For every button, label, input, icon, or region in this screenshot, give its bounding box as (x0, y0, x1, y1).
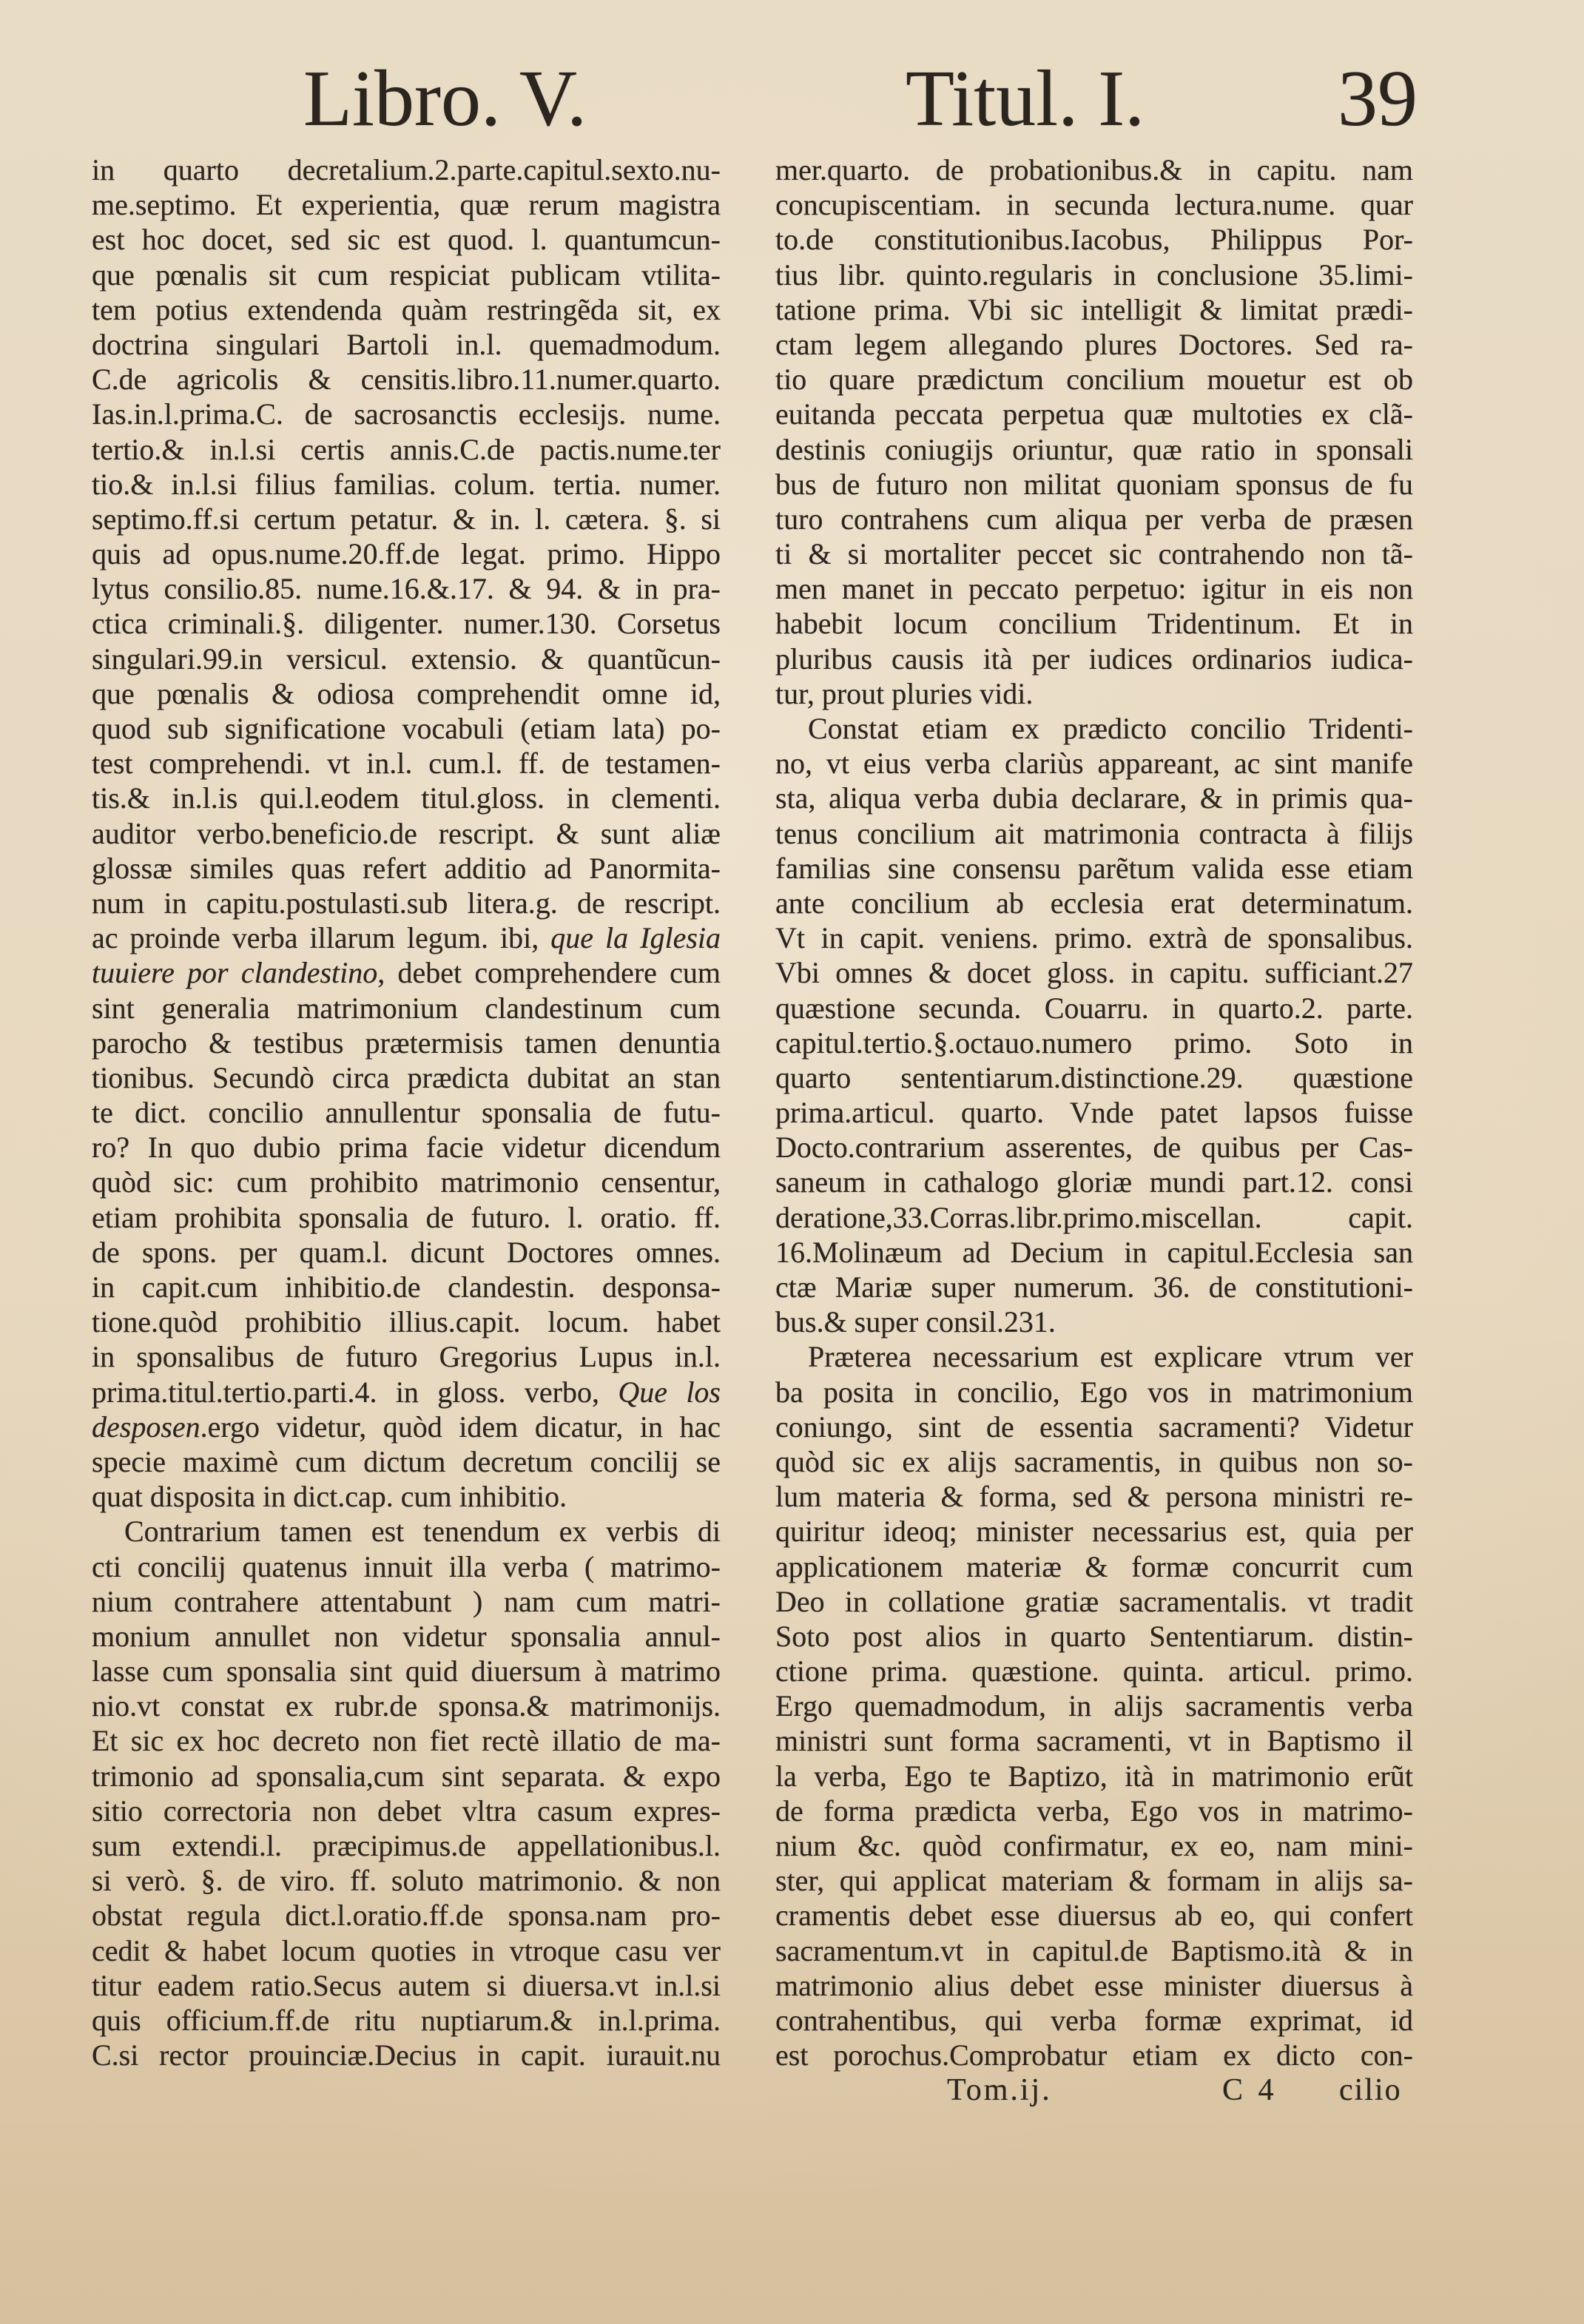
text-line: in capit.cum inhibitio.de clandestin. desponsa- (92, 1270, 721, 1304)
roman-run: prima.titul.tertio.parti.4. in gloss. verbo, (92, 1375, 619, 1409)
text-line: ctam legem allegando plures Doctores. Sed ra- (775, 327, 1413, 361)
text-line: Ergo quemadmodum, in alijs sacramentis verba (775, 1689, 1413, 1723)
text-line: tis.& in.l.is qui.l.eodem titul.gloss. in clementi. (92, 781, 721, 815)
text-line: mer.quarto. de probationibus.& in capitu. nam (775, 153, 1413, 186)
text-line: etiam prohibita sponsalia de futuro. l. oratio. ff. (92, 1200, 721, 1234)
footer-volume: Tom.ij. (947, 2073, 1052, 2107)
text-line: si verò. §. de viro. ff. soluto matrimonio. & non (92, 1864, 721, 1898)
text-line: capitul.tertio.§.octauo.numero primo. Soto in (775, 1025, 1413, 1060)
text-line: ro? In quo dubio prima facie videtur dicendum (92, 1131, 721, 1165)
text-line: auditor verbo.beneficio.de rescript. & sunt aliæ (92, 816, 721, 850)
text-line: specie maximè cum dictum decretum concilij se (92, 1444, 721, 1478)
text-line: Soto post alios in quarto Sententiarum. distin- (775, 1619, 1413, 1653)
catchword: cilio (1339, 2073, 1402, 2107)
text-line: tionibus. Secundò circa prædicta dubitat an stan (92, 1060, 721, 1094)
text-line: Vt in capit. veniens. primo. extrà de sponsalibus. (775, 921, 1413, 955)
text-line: no, vt eius verba clariùs appareant, ac sint manife (775, 747, 1413, 781)
text-line: est porochus.Comprobatur etiam ex dicto con- (775, 2038, 1413, 2072)
text-line: Et sic ex hoc decreto non fiet rectè illatio de ma- (92, 1724, 721, 1758)
text-line: me.septimo. Et experientia, quæ rerum magistra (92, 188, 721, 222)
text-line: tius libr. quinto.regularis in conclusione 35.limi- (775, 257, 1413, 292)
text-line (92, 1375, 721, 1409)
text-line: que pœnalis & odiosa comprehendit omne id, (92, 676, 721, 710)
text-line: in quarto decretalium.2.parte.capitul.sexto.nu- (92, 153, 721, 186)
text-line: est hoc docet, sed sic est quod. l. quantumcun- (92, 223, 721, 257)
text-line: monium annullet non videtur sponsalia annul- (92, 1619, 721, 1653)
italic-run: Que los (618, 1375, 721, 1409)
text-line: pluribus causis ità per iudices ordinarios iudica- (775, 641, 1413, 676)
text-line: doctrina singulari Bartoli in.l. quemadmodum. (92, 327, 721, 361)
text-line (92, 920, 721, 955)
text-line: contrahentibus, qui verba formæ exprimat, id (775, 2003, 1413, 2037)
text-line: to.de constitutionibus.Iacobus, Philippus Por- (775, 223, 1413, 257)
text-line: quiritur ideoq; minister necessarius est, quia per (775, 1515, 1413, 1549)
page-number: 39 (1338, 55, 1418, 143)
roman-run: .ergo videtur, quòd idem dicatur, in hac (200, 1409, 721, 1444)
text-line: sum extendi.l. præcipimus.de appellationibus.l. (92, 1829, 721, 1862)
text-line: in sponsalibus de futuro Gregorius Lupus in.l. (92, 1340, 721, 1374)
text-line (92, 1409, 721, 1444)
text-line: saneum in cathalogo gloriæ mundi part.12. consi (775, 1165, 1413, 1199)
text-line: parocho & testibus prætermisis tamen denuntia (92, 1025, 721, 1060)
text-line: quod sub significatione vocabuli (etiam lata) po- (92, 712, 721, 745)
running-head-title: Titul. I. (906, 55, 1145, 143)
left-text-column (92, 152, 721, 2072)
text-line: habebit locum concilium Tridentinum. Et in (775, 607, 1413, 641)
text-line: cramentis debet esse diuersus ab eo, qui confert (775, 1899, 1413, 1933)
text-line: ster, qui applicat materiam & formam in alijs sa- (775, 1864, 1413, 1898)
roman-run: ac proinde verba illarum legum. ibi, (92, 921, 551, 955)
text-line: Deo in collatione gratiæ sacramentalis. vt tradit (775, 1584, 1413, 1618)
text-line: test comprehendi. vt in.l. cum.l. ff. de testamen- (92, 747, 721, 781)
text-line: ctæ Mariæ super numerum. 36. de constitutioni- (775, 1270, 1413, 1304)
text-line: te dict. concilio annullentur sponsalia de futu- (92, 1096, 721, 1130)
text-line: Ias.in.l.prima.C. de sacrosanctis ecclesijs. nume. (92, 397, 721, 431)
paragraph-end-line: quat disposita in dict.cap. cum inhibitio. (92, 1480, 567, 1514)
text-line: cedit & habet locum quoties in vtroque casu ver (92, 1933, 721, 1967)
text-line: tertio.& in.l.si certis annis.C.de pactis.nume.ter (92, 432, 721, 466)
text-line: coniungo, sint de essentia sacramenti? Videtur (775, 1409, 1413, 1444)
roman-run: , debet comprehendere cum (377, 956, 721, 990)
right-text-column (775, 152, 1413, 2072)
text-line: obstat regula dict.l.oratio.ff.de sponsa.nam pro- (92, 1899, 721, 1933)
text-line: nio.vt constat ex rubr.de sponsa.& matrimonijs. (92, 1689, 721, 1723)
text-line: quis officium.ff.de ritu nuptiarum.& in.l.prima. (92, 2003, 721, 2037)
text-line (92, 955, 721, 990)
text-line: Docto.contrarium asserentes, de quibus per Cas- (775, 1131, 1413, 1165)
text-line: tio.& in.l.si filius familias. colum. tertia. numer. (92, 467, 721, 501)
text-line: ti & si mortaliter peccet sic contrahendo non tã- (775, 537, 1413, 571)
text-line: sacramentum.vt in capitul.de Baptismo.ità & in (775, 1933, 1413, 1967)
paragraph-end-line: bus.& super consil.231. (775, 1305, 1056, 1339)
text-line: num in capitu.postulasti.sub litera.g. de rescript. (92, 886, 721, 920)
italic-run: tuuiere por clandestino (92, 956, 378, 990)
text-line: sta, aliqua verba dubia declarare, & in primis qua- (775, 781, 1413, 815)
paragraph-start-line: Contrarium tamen est tenendum ex verbis di (124, 1515, 721, 1549)
text-line: men manet in peccato perpetuo: igitur in eis non (775, 572, 1413, 606)
text-line: de forma prædicta verba, Ego vos in matrimo- (775, 1793, 1413, 1828)
text-line: matrimonio alius debet esse minister diuersus à (775, 1968, 1413, 2002)
text-line: singulari.99.in versicul. extensio. & quantũcun- (92, 641, 721, 676)
text-line: Vbi omnes & docet gloss. in capitu. sufficiant.27 (775, 956, 1413, 990)
text-line: septimo.ff.si certum petatur. & in. l. cætera. §. si (92, 502, 721, 536)
text-line: titur eadem ratio.Secus autem si diuersa.vt in.l.si (92, 1968, 721, 2002)
text-line: deratione,33.Corras.libr.primo.miscellan. capit. (775, 1200, 1413, 1234)
text-line: turo contrahens cum aliqua per verba de præsen (775, 502, 1413, 536)
text-line: C.si rector prouinciæ.Decius in capit. iurauit.nu (92, 2038, 721, 2072)
text-line: bus de futuro non militat quoniam sponsus de fu (775, 467, 1413, 501)
text-line: tione.quòd prohibitio illius.capit. locum. habet (92, 1305, 721, 1339)
text-line: quòd sic ex alijs sacramentis, in quibus non so- (775, 1444, 1413, 1478)
text-line: trimonio ad sponsalia,cum sint separata. & expo (92, 1759, 721, 1793)
paragraph-start-line: Præterea necessarium est explicare vtrum ver (808, 1340, 1413, 1374)
text-line: applicationem materiæ & formæ concurrit cum (775, 1549, 1413, 1583)
text-line: lytus consilio.85. nume.16.&.17. & 94. & in pra- (92, 572, 721, 606)
text-line: la verba, Ego te Baptizo, ità in matrimonio erũt (775, 1759, 1413, 1793)
text-line: tenus concilium ait matrimonia contracta à filijs (775, 816, 1413, 850)
running-head-book: Libro. V. (303, 55, 587, 143)
paragraph-end-line: tur, prout pluries vidi. (775, 676, 1034, 710)
text-line: prima.articul. quarto. Vnde patet lapsos fuisse (775, 1096, 1413, 1130)
text-line: de spons. per quam.l. dicunt Doctores omnes. (92, 1235, 721, 1269)
text-line: que pœnalis sit cum respiciat publicam vtilita- (92, 257, 721, 292)
text-line: tem potius extendenda quàm restringẽda sit, ex (92, 292, 721, 326)
signature-mark: C 4 (1222, 2073, 1274, 2107)
text-line: familias sine consensu parẽtum valida esse etiam (775, 851, 1413, 885)
text-line: lum materia & forma, sed & persona ministri re- (775, 1480, 1413, 1514)
text-line: cti concilij quatenus innuit illa verba ( matrimo- (92, 1549, 721, 1583)
text-line: glossæ similes quas refert additio ad Panormita- (92, 851, 721, 885)
italic-run: desposen (92, 1409, 200, 1444)
paragraph-start-line: Constat etiam ex prædicto concilio Tridenti- (808, 712, 1413, 745)
text-line: ante concilium ab ecclesia erat determinatum. (775, 886, 1413, 920)
text-line: quarto sententiarum.distinctione.29. quæstione (775, 1060, 1413, 1094)
text-line: C.de agricolis & censitis.libro.11.numer.quarto. (92, 363, 721, 397)
text-line: quæstione secunda. Couarru. in quarto.2. parte. (775, 991, 1413, 1025)
text-line: destinis coniugijs oriuntur, quæ ratio in sponsali (775, 432, 1413, 466)
text-line: quis ad opus.nume.20.ff.de legat. primo. Hippo (92, 537, 721, 571)
text-line: lasse cum sponsalia sint quid diuersum à matrimo (92, 1654, 721, 1688)
text-line: ctica criminali.§. diligenter. numer.130. Corsetus (92, 607, 721, 641)
text-line: euitanda peccata perpetua quæ multoties ex clã- (775, 397, 1413, 431)
italic-run: que la Iglesia (550, 921, 721, 955)
text-line: ba posita in concilio, Ego vos in matrimonium (775, 1375, 1413, 1409)
text-line: sitio correctoria non debet vltra casum expres- (92, 1793, 721, 1828)
text-line: quòd sic: cum prohibito matrimonio censentur, (92, 1165, 721, 1199)
text-line: tio quare prædictum concilium mouetur est ob (775, 363, 1413, 397)
text-line: nium &c. quòd confirmatur, ex eo, nam mini- (775, 1829, 1413, 1862)
text-line: nium contrahere attentabunt ) nam cum matri- (92, 1584, 721, 1618)
text-line: ctione prima. quæstione. quinta. articul. primo. (775, 1654, 1413, 1688)
text-line: tatione prima. Vbi sic intelligit & limitat prædi- (775, 292, 1413, 326)
text-line: 16.Molinæum ad Decium in capitul.Ecclesia san (775, 1235, 1413, 1269)
text-line: ministri sunt forma sacramenti, vt in Baptismo il (775, 1724, 1413, 1758)
text-line: concupiscentiam. in secunda lectura.nume. quar (775, 188, 1413, 222)
text-line: sint generalia matrimonium clandestinum cum (92, 991, 721, 1025)
